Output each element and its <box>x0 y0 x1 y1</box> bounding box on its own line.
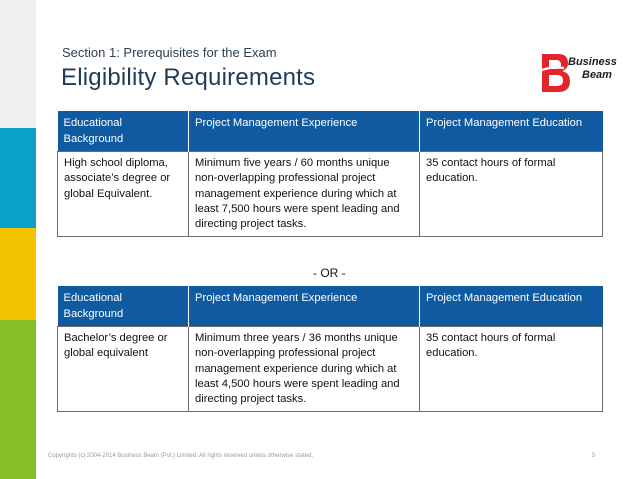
table-header-row <box>58 111 603 152</box>
side-stripe-yellow <box>0 228 36 320</box>
cell-educational-background: Bachelor’s degree or global equivalent <box>58 327 189 412</box>
header-pm-education: Project Management Education <box>420 111 603 152</box>
table-header-row <box>58 286 603 327</box>
company-logo <box>538 50 630 98</box>
cell-pm-education: 35 contact hours of formal education. <box>420 327 603 412</box>
header-pm-experience: Project Management Experience <box>189 286 420 327</box>
header-educational-background: Educational Background <box>58 286 189 327</box>
page-title: Eligibility Requirements <box>61 64 316 91</box>
side-stripe-grey <box>0 0 36 128</box>
b-logo-icon <box>538 50 572 96</box>
side-stripe-green <box>0 320 36 479</box>
copyright-footer: Copyrights (c) 2004-2014 Business Beam (Pvt.) Limited. All rights reserved unless otherwise stated. <box>48 453 314 459</box>
eligibility-table-1 <box>57 111 603 237</box>
eligibility-table-2 <box>57 286 603 412</box>
or-separator: - OR - <box>313 266 346 280</box>
side-stripe-blue <box>0 128 36 228</box>
cell-educational-background: High school diploma, associate’s degree or global Equivalent. <box>58 152 189 237</box>
cell-pm-experience: Minimum five years / 60 months unique non-overlapping professional project management experience during which at least 7,500 hours were spent leading and directing project tasks. <box>189 152 420 237</box>
page-number: 5 <box>592 453 596 459</box>
header-educational-background: Educational Background <box>58 111 189 152</box>
logo-text-beam: Beam <box>582 69 612 81</box>
section-label: Section 1: Prerequisites for the Exam <box>62 45 277 60</box>
table-row <box>58 327 603 412</box>
table-row <box>58 152 603 237</box>
cell-pm-experience: Minimum three years / 36 months unique non-overlapping professional project management experience during which at least 4,500 hours were spent leading and directing project tasks. <box>189 327 420 412</box>
header-pm-experience: Project Management Experience <box>189 111 420 152</box>
cell-pm-education: 35 contact hours of formal education. <box>420 152 603 237</box>
header-pm-education: Project Management Education <box>420 286 603 327</box>
logo-text-business: Business <box>568 56 617 68</box>
